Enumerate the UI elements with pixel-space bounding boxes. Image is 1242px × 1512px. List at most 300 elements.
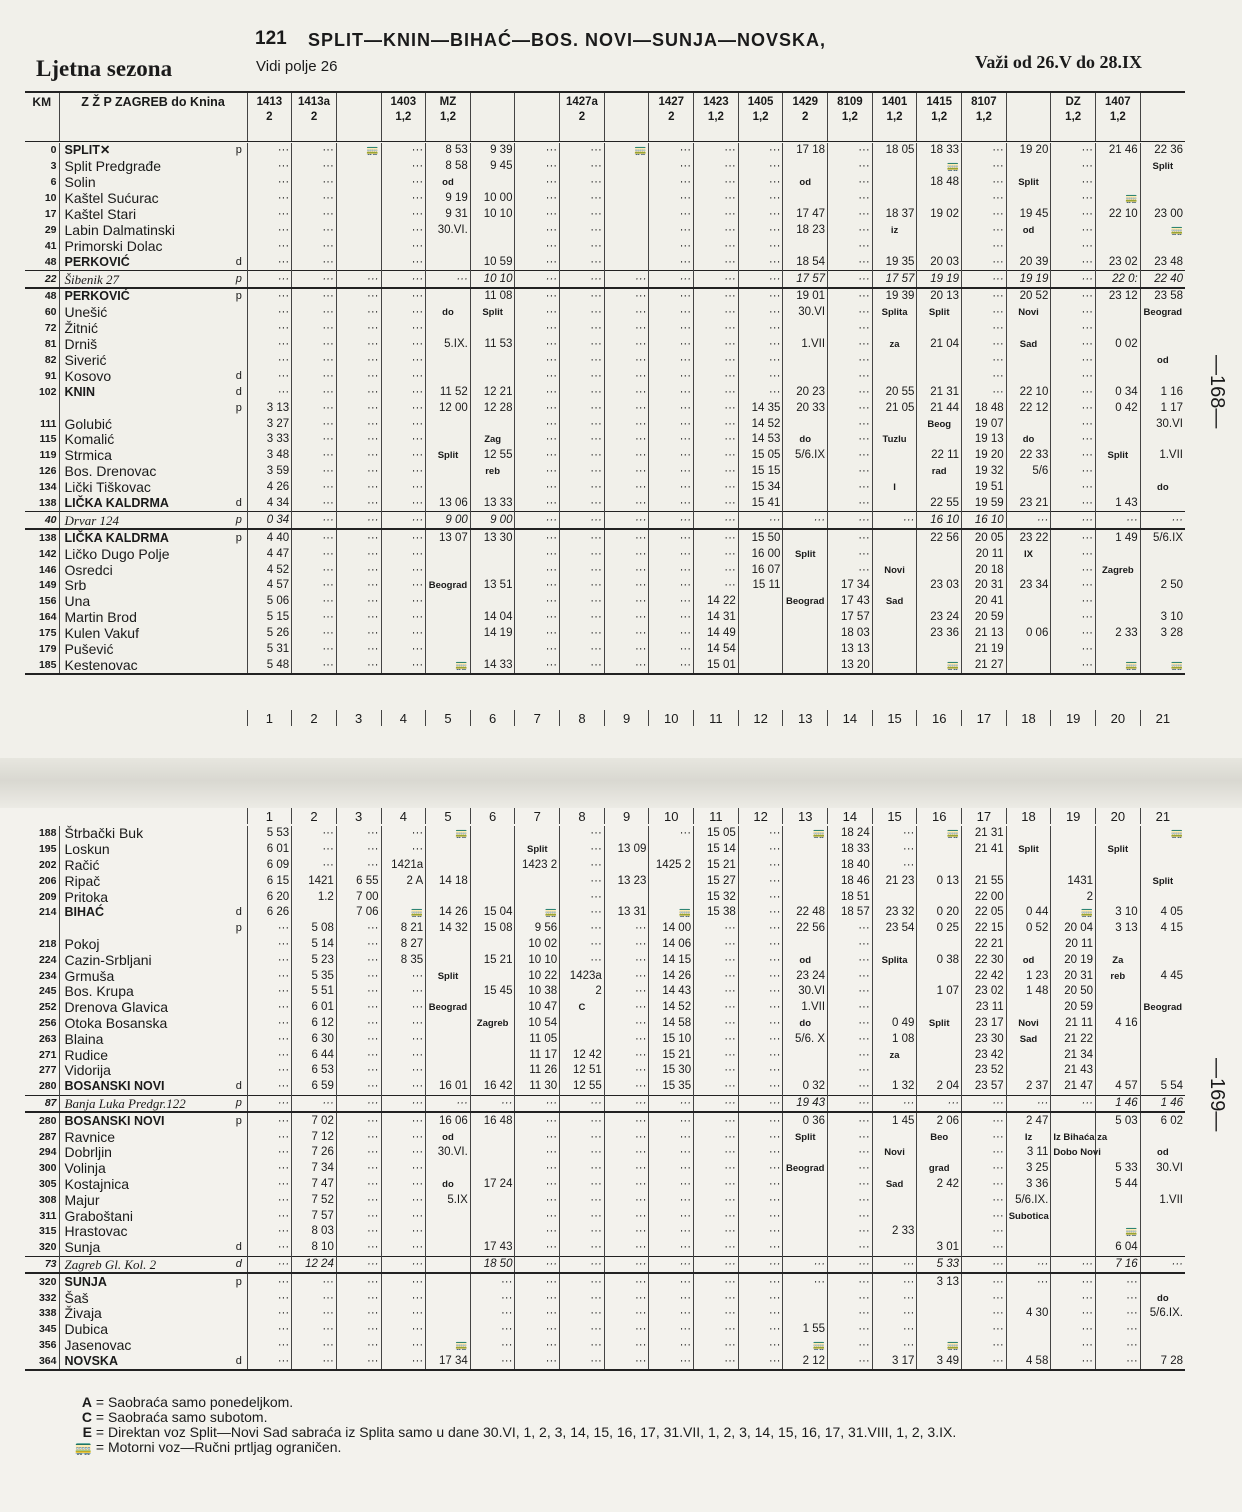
time-cell [783, 1145, 828, 1161]
time-cell: ··· [381, 1031, 426, 1047]
time-cell: ··· [604, 1306, 649, 1322]
station-name: Kaštel Sućurac [59, 191, 231, 207]
time-cell [426, 1256, 471, 1273]
time-cell [783, 937, 828, 953]
time-cell: ··· [828, 464, 873, 480]
station-name: Split Predgrađe [59, 159, 231, 175]
time-cell [426, 1047, 471, 1063]
time-cell: ··· [1051, 207, 1096, 223]
station-row [25, 143, 1185, 159]
time-cell: ··· [828, 937, 873, 953]
time-cell: ··· [560, 1192, 605, 1208]
time-cell: ··· [604, 1240, 649, 1256]
time-cell: ··· [247, 1031, 292, 1047]
time-cell: ··· [604, 578, 649, 594]
time-cell: ··· [649, 222, 694, 238]
time-cell: Zagreb [470, 1016, 515, 1032]
time-cell: ··· [515, 1338, 560, 1354]
time-cell: do [783, 1016, 828, 1032]
station-row [25, 159, 1185, 175]
time-cell [426, 238, 471, 254]
time-cell: Split [1096, 448, 1141, 464]
time-cell: 20 19 [1051, 952, 1096, 968]
km-cell: 81 [44, 338, 57, 351]
station-name: Lički Tiškovac [59, 480, 231, 496]
km-cell: 338 [38, 1307, 57, 1320]
time-cell: ··· [604, 1031, 649, 1047]
station-row [25, 496, 1185, 512]
footnote-text: = Motorni voz—Ručni prtljag ograničen. [92, 1439, 342, 1455]
time-cell: 0 20 [917, 905, 962, 921]
time-cell: 6 04 [1096, 1240, 1141, 1256]
column-number: 13 [783, 808, 828, 824]
time-cell: ··· [560, 384, 605, 400]
time-cell: ··· [1051, 496, 1096, 512]
time-cell: ··· [872, 1273, 917, 1290]
column-number: 14 [828, 808, 873, 824]
time-cell [515, 873, 560, 889]
column-number: 8 [560, 710, 605, 726]
time-cell [1096, 1145, 1141, 1161]
time-cell: ··· [560, 337, 605, 353]
time-cell [1096, 578, 1141, 594]
time-cell [962, 858, 1007, 874]
time-cell: ··· [560, 937, 605, 953]
time-cell [426, 1161, 471, 1177]
time-cell: 5/6. X [783, 1031, 828, 1047]
time-cell [426, 254, 471, 270]
time-cell [872, 610, 917, 626]
time-cell: ··· [381, 984, 426, 1000]
time-cell: 5 54 [1140, 1079, 1185, 1095]
time-cell: 0 25 [917, 921, 962, 937]
time-cell: 23 11 [962, 1000, 1007, 1016]
station-row [25, 464, 1185, 480]
time-cell: ··· [247, 1273, 292, 1290]
station-name: Šaš [59, 1290, 231, 1306]
km-cell: 300 [38, 1162, 57, 1175]
time-cell: Za [1096, 952, 1141, 968]
time-cell: ··· [515, 1224, 560, 1240]
time-cell: 30.VI [1140, 1161, 1185, 1177]
time-cell: ··· [738, 384, 783, 400]
station-row [25, 1192, 1185, 1208]
station-row [25, 1031, 1185, 1047]
time-cell: 23 03 [917, 578, 962, 594]
time-cell: Splita [872, 952, 917, 968]
time-cell [336, 254, 381, 270]
station-name: Solin [59, 175, 231, 191]
time-cell: 15 21 [470, 952, 515, 968]
time-cell: ··· [247, 1322, 292, 1338]
time-cell: 1 55 [783, 1322, 828, 1338]
station-row [25, 1129, 1185, 1145]
time-cell: ··· [515, 271, 560, 288]
time-cell: ··· [381, 1256, 426, 1273]
time-cell: ··· [336, 858, 381, 874]
time-cell: ··· [381, 1063, 426, 1079]
season-label: Ljetna sezona [36, 56, 173, 81]
station-row [25, 1016, 1185, 1032]
time-cell [426, 889, 471, 905]
time-cell: 8 53 [426, 143, 471, 159]
time-cell: 12 51 [560, 1063, 605, 1079]
time-cell: ··· [828, 368, 873, 384]
station-row [25, 858, 1185, 874]
time-cell: ··· [292, 222, 337, 238]
time-cell: 19 51 [962, 480, 1007, 496]
time-cell: 5 23 [292, 952, 337, 968]
time-cell: ··· [1051, 288, 1096, 305]
time-cell: ··· [962, 1256, 1007, 1273]
time-cell [738, 594, 783, 610]
time-cell: ··· [962, 1353, 1007, 1370]
km-cell [25, 921, 59, 937]
time-cell [783, 658, 828, 675]
time-cell [426, 642, 471, 658]
time-cell [381, 889, 426, 905]
time-cell: 23 48 [1140, 254, 1185, 270]
time-cell: ··· [694, 1290, 739, 1306]
time-cell: ··· [560, 529, 605, 546]
time-cell [1096, 826, 1141, 842]
time-cell: ··· [604, 529, 649, 546]
time-cell: ··· [247, 159, 292, 175]
km-cell: 146 [38, 563, 57, 576]
time-cell [1006, 1322, 1051, 1338]
time-cell: 1.VII [783, 337, 828, 353]
time-cell: ··· [738, 207, 783, 223]
time-cell: ··· [828, 1000, 873, 1016]
time-cell: 17 57 [828, 610, 873, 626]
station-row [25, 1208, 1185, 1224]
time-cell: ··· [247, 1353, 292, 1370]
km-cell [25, 400, 59, 416]
column-number: 15 [872, 808, 917, 824]
time-cell: ··· [515, 1145, 560, 1161]
arrival-departure-marker [231, 480, 247, 496]
time-cell: ··· [336, 626, 381, 642]
time-cell [1006, 1290, 1051, 1306]
station-name: Graboštani [59, 1208, 231, 1224]
time-cell: Novi [1006, 305, 1051, 321]
time-cell: 0 32 [783, 1079, 828, 1095]
time-cell: 11 53 [470, 337, 515, 353]
time-cell: ··· [292, 175, 337, 191]
train-column-headers [25, 93, 1185, 141]
time-cell: 6 55 [336, 873, 381, 889]
time-cell: ··· [247, 321, 292, 337]
time-cell: ··· [828, 159, 873, 175]
time-cell: ··· [649, 448, 694, 464]
time-cell: 0 06 [1006, 626, 1051, 642]
time-cell: 15 35 [649, 1079, 694, 1095]
column-number: 3 [336, 808, 381, 824]
time-cell: reb [1096, 968, 1141, 984]
time-cell: ··· [694, 384, 739, 400]
time-cell: ··· [1051, 562, 1096, 578]
column-number: 18 [1006, 808, 1051, 824]
time-cell: 9 00 [426, 512, 471, 529]
time-cell: ··· [649, 826, 694, 842]
time-cell: 0 34 [247, 512, 292, 529]
time-cell: 5/6.IX. [1006, 1192, 1051, 1208]
time-cell: ··· [649, 143, 694, 159]
time-cell: ··· [247, 143, 292, 159]
train-header [515, 93, 560, 141]
time-cell: ··· [426, 271, 471, 288]
time-cell: ··· [604, 1353, 649, 1370]
station-row [25, 222, 1185, 238]
time-cell: ··· [381, 1240, 426, 1256]
time-cell: 23 54 [872, 921, 917, 937]
time-cell: ··· [738, 337, 783, 353]
time-cell: ··· [738, 842, 783, 858]
station-row [25, 1145, 1185, 1161]
time-cell: ··· [560, 222, 605, 238]
time-cell: ··· [560, 658, 605, 675]
time-cell: 22 40 [1140, 271, 1185, 288]
train-header: 8109 1,2 [828, 93, 873, 141]
time-cell: ··· [649, 254, 694, 270]
station-row [25, 238, 1185, 254]
time-cell: ··· [1051, 610, 1096, 626]
time-cell: 16 06 [426, 1112, 471, 1129]
time-cell: ··· [292, 1273, 337, 1290]
time-cell: ··· [649, 368, 694, 384]
time-cell: 6 15 [247, 873, 292, 889]
time-cell: ··· [828, 254, 873, 270]
time-cell: ··· [604, 305, 649, 321]
arrival-departure-marker [231, 842, 247, 858]
time-cell: 1.VII [783, 1000, 828, 1016]
time-cell: ··· [1051, 546, 1096, 562]
time-cell: ··· [381, 626, 426, 642]
time-cell: ··· [247, 1192, 292, 1208]
time-cell: 2 A [381, 873, 426, 889]
time-cell [470, 562, 515, 578]
time-cell: ··· [247, 191, 292, 207]
time-cell: ··· [738, 159, 783, 175]
time-cell: ··· [872, 858, 917, 874]
time-cell [872, 1161, 917, 1177]
time-cell: ··· [694, 1273, 739, 1290]
time-cell: 23 36 [917, 626, 962, 642]
time-cell: 22 36 [1140, 143, 1185, 159]
time-cell: ··· [560, 448, 605, 464]
arrival-departure-marker [231, 610, 247, 626]
time-cell: 22 21 [962, 937, 1007, 953]
time-cell: ··· [381, 1290, 426, 1306]
station-row [25, 642, 1185, 658]
time-cell: ··· [604, 968, 649, 984]
station-name: LIČKA KALDRMA [59, 529, 231, 546]
time-cell [783, 368, 828, 384]
time-cell: 22 00 [962, 889, 1007, 905]
arrival-departure-marker: p [235, 922, 242, 935]
time-cell: ··· [381, 448, 426, 464]
time-cell: ··· [604, 1338, 649, 1354]
time-cell: 19 19 [1006, 271, 1051, 288]
station-name: Jasenovac [59, 1338, 231, 1354]
time-cell [1096, 1047, 1141, 1063]
station-row [25, 658, 1185, 675]
time-cell: iz [872, 222, 917, 238]
time-cell: ··· [1051, 321, 1096, 337]
time-cell: 18 51 [828, 889, 873, 905]
time-cell: ··· [604, 1192, 649, 1208]
time-cell: 11 17 [515, 1047, 560, 1063]
time-cell [783, 1047, 828, 1063]
time-cell: ··· [694, 1338, 739, 1354]
km-cell: 3 [50, 160, 57, 173]
time-cell: ··· [1051, 175, 1096, 191]
time-cell [872, 448, 917, 464]
time-cell: 5/6.IX [1140, 529, 1185, 546]
column-number: 15 [872, 710, 917, 726]
time-cell: ··· [560, 416, 605, 432]
time-cell [604, 858, 649, 874]
time-cell [1006, 889, 1051, 905]
station-name: Drvar 124 [59, 512, 231, 529]
time-cell [1140, 238, 1185, 254]
time-cell: 3 49 [917, 1353, 962, 1370]
time-cell: ··· [1051, 254, 1096, 270]
time-cell: ··· [560, 610, 605, 626]
arrival-departure-marker: p [231, 1112, 247, 1129]
time-cell: 16 10 [917, 512, 962, 529]
time-cell: Split [1006, 175, 1051, 191]
time-cell: ··· [381, 305, 426, 321]
time-cell: ··· [694, 1208, 739, 1224]
time-cell: ··· [738, 1145, 783, 1161]
column-number: 11 [694, 710, 739, 726]
time-cell: ··· [649, 546, 694, 562]
time-cell: ··· [694, 337, 739, 353]
time-cell: 17 24 [470, 1177, 515, 1193]
station-row [25, 1224, 1185, 1240]
time-cell: ··· [1051, 400, 1096, 416]
time-cell [872, 626, 917, 642]
time-cell: ··· [336, 1192, 381, 1208]
time-cell: ··· [292, 826, 337, 842]
time-cell: ··· [515, 1208, 560, 1224]
km-cell: 332 [38, 1291, 57, 1304]
time-cell: ··· [1051, 464, 1096, 480]
time-cell: ··· [962, 175, 1007, 191]
km-cell: 115 [39, 433, 57, 446]
time-cell: ··· [828, 1353, 873, 1370]
time-cell: ··· [515, 1256, 560, 1273]
time-cell: 14 58 [649, 1016, 694, 1032]
time-cell [1140, 432, 1185, 448]
time-cell: ··· [381, 321, 426, 337]
train-header: 1407 1,2 [1096, 93, 1141, 141]
time-cell: ··· [381, 496, 426, 512]
time-cell: ··· [292, 448, 337, 464]
time-cell: ··· [560, 1112, 605, 1129]
time-cell: 22 0: [1096, 271, 1141, 288]
time-cell: ··· [292, 658, 337, 675]
time-cell: 3 59 [247, 464, 292, 480]
time-cell [1140, 1273, 1185, 1290]
km-cell: 263 [38, 1032, 57, 1045]
time-cell: ··· [828, 529, 873, 546]
time-cell: ··· [560, 562, 605, 578]
time-cell: 15 21 [694, 858, 739, 874]
time-cell: ··· [381, 337, 426, 353]
time-cell: ··· [694, 254, 739, 270]
time-cell: ··· [1051, 368, 1096, 384]
column-number: 10 [649, 710, 694, 726]
time-cell: ··· [560, 305, 605, 321]
time-cell [1096, 175, 1141, 191]
time-cell: 0 36 [783, 1112, 828, 1129]
time-cell: reb [470, 464, 515, 480]
column-number: 10 [649, 808, 694, 824]
time-cell: ··· [1006, 512, 1051, 529]
time-cell: ··· [515, 1095, 560, 1112]
column-number: 7 [515, 808, 560, 824]
time-cell [1006, 368, 1051, 384]
station-row [25, 1047, 1185, 1063]
time-cell: ··· [515, 254, 560, 270]
time-cell [1051, 1112, 1096, 1129]
time-cell: ··· [604, 1322, 649, 1338]
time-cell: ··· [336, 321, 381, 337]
time-cell: ··· [738, 1063, 783, 1079]
time-cell: ··· [604, 1161, 649, 1177]
time-cell: ··· [604, 658, 649, 675]
time-cell: ··· [694, 1031, 739, 1047]
time-cell: ··· [560, 175, 605, 191]
time-cell: 3 10 [1096, 905, 1141, 921]
time-cell: 5 26 [247, 626, 292, 642]
time-cell: ··· [515, 480, 560, 496]
time-cell [917, 368, 962, 384]
km-cell: 22 [25, 271, 59, 288]
time-cell: Iz Bihaća za [1051, 1129, 1096, 1145]
time-cell [1140, 1031, 1185, 1047]
time-cell [917, 480, 962, 496]
time-cell: ··· [381, 1224, 426, 1240]
time-cell: 22 42 [962, 968, 1007, 984]
arrival-departure-marker [231, 222, 247, 238]
column-number: 1 [247, 808, 292, 824]
arrival-departure-marker [231, 1177, 247, 1193]
time-cell [783, 889, 828, 905]
time-cell: ··· [738, 1047, 783, 1063]
time-cell: 18 54 [783, 254, 828, 270]
time-cell: ··· [738, 254, 783, 270]
time-cell: 6 01 [292, 1000, 337, 1016]
time-cell: 22 33 [1006, 448, 1051, 464]
station-name: Martin Brod [59, 610, 231, 626]
time-cell: 23 30 [962, 1031, 1007, 1047]
station-name: Otoka Bosanska [59, 1016, 231, 1032]
time-cell: Split [783, 546, 828, 562]
time-cell: 1.2 [292, 889, 337, 905]
time-cell: ··· [515, 658, 560, 675]
time-cell: 16 48 [470, 1112, 515, 1129]
time-cell [783, 858, 828, 874]
time-cell: ··· [738, 1016, 783, 1032]
time-cell: ··· [649, 1161, 694, 1177]
time-cell: ··· [604, 642, 649, 658]
time-cell: ··· [604, 1177, 649, 1193]
time-cell [336, 238, 381, 254]
time-cell: 15 05 [694, 826, 739, 842]
